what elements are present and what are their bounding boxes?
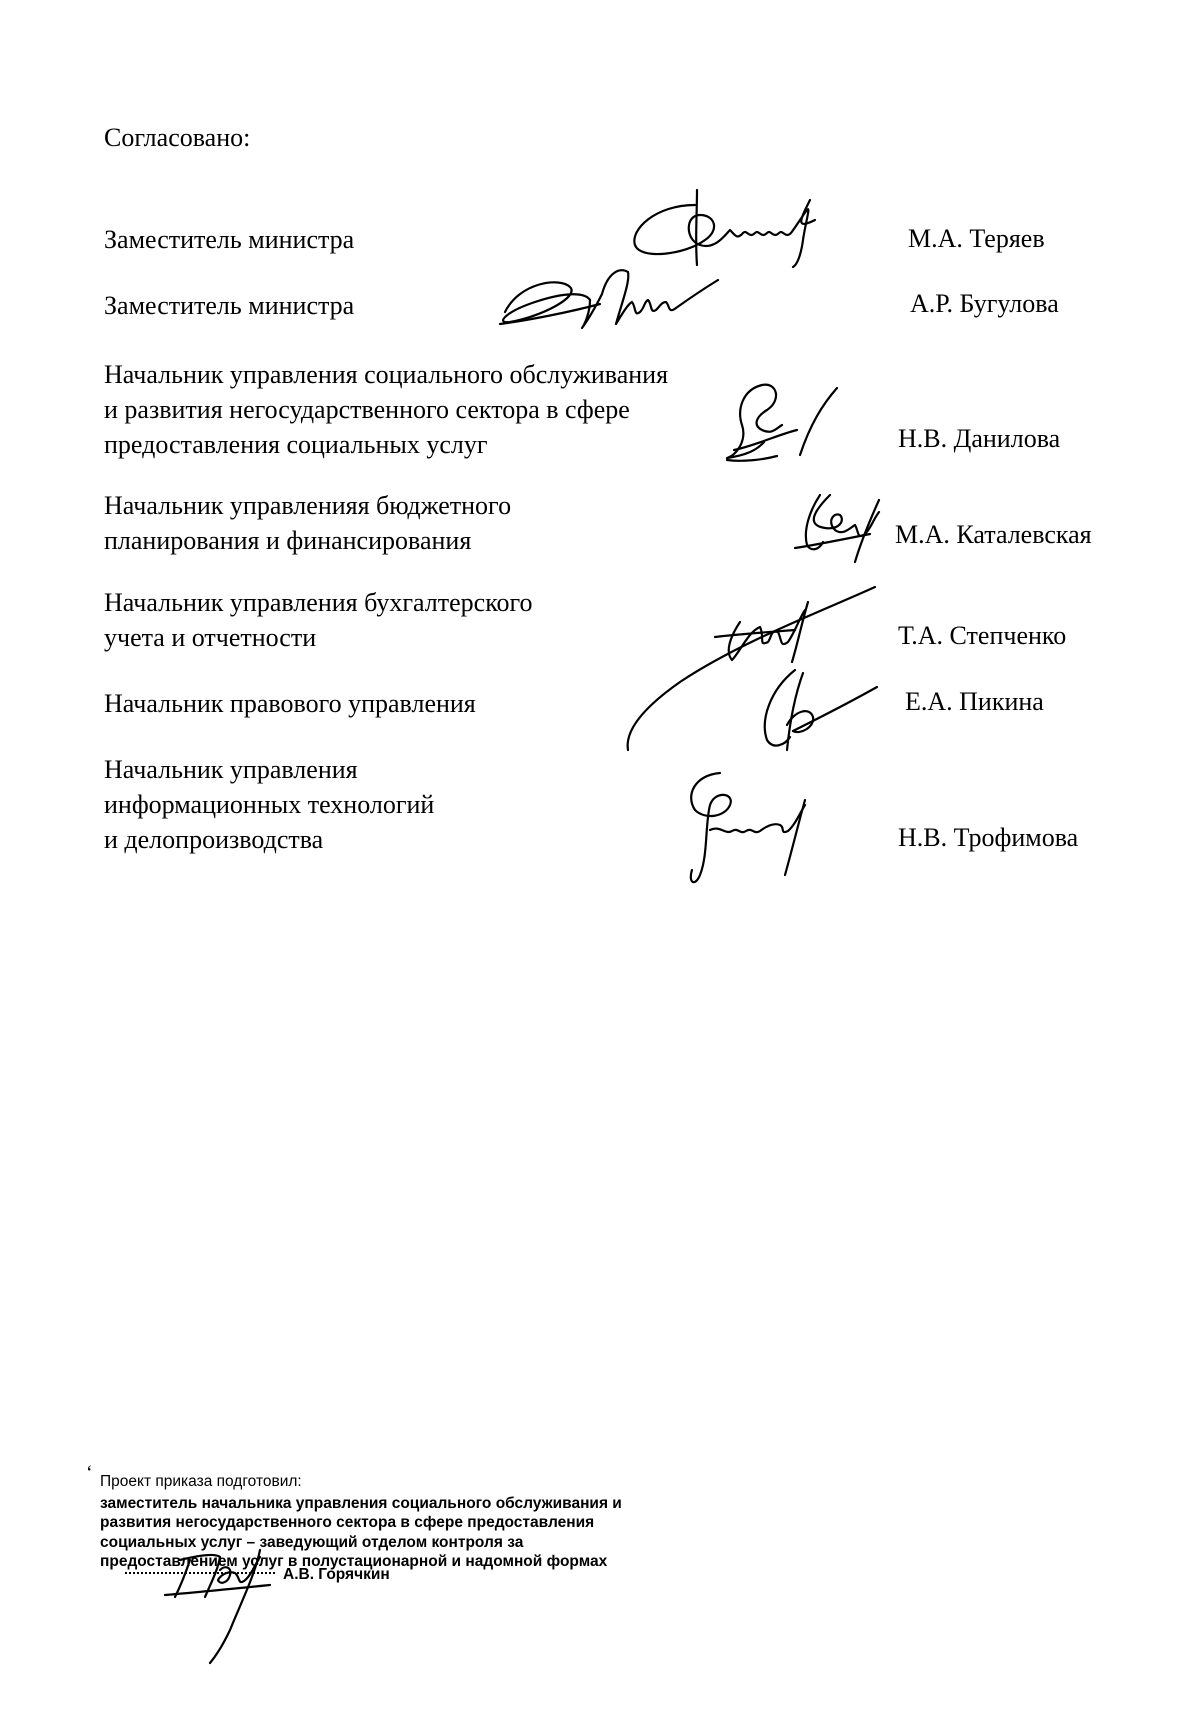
signature-icon: [722, 380, 852, 465]
approval-position-5: Начальник управления бухгалтерского учета и отчетности: [104, 588, 533, 652]
approval-position-3: Начальник управления социального обслуживания и развития негосударственного сектора в сфере предоставления социальных услуг: [104, 360, 669, 459]
approval-heading: Согласовано:: [104, 123, 251, 152]
signature-icon: [490, 262, 730, 342]
signature-icon: [160, 1535, 300, 1665]
approval-position-1: Заместитель министра: [104, 225, 355, 254]
approval-name-4: М.А. Каталевская: [895, 520, 1092, 549]
prepared-by-line-3: социальных услуг – заведующий отделом контроля за: [100, 1533, 524, 1551]
approval-name-6: Е.А. Пикина: [905, 687, 1044, 716]
signature-icon: [755, 665, 885, 755]
approval-name-5: Т.А. Степченко: [898, 621, 1067, 650]
prepared-by-line-2: развития негосударственного сектора в сфере предоставления: [100, 1514, 595, 1532]
footer-tick-mark: ‘: [86, 1462, 93, 1484]
approval-name-7: Н.В. Трофимова: [898, 823, 1079, 852]
prepared-by-line-4: предоставлением услуг в полустационарной и надомной формах: [100, 1553, 608, 1571]
signature-icon: [680, 765, 840, 890]
approval-name-1: М.А. Теряев: [908, 224, 1045, 253]
prepared-by-author: А.В. Горячкин: [283, 1566, 390, 1583]
approval-position-7: Начальник управления информационных технологий и делопроизводства: [104, 755, 435, 854]
prepared-by-line-1: заместитель начальника управления социального обслуживания и: [100, 1494, 622, 1512]
approval-position-6: Начальник правового управления: [104, 689, 476, 718]
approval-name-2: А.Р. Бугулова: [910, 289, 1059, 318]
approval-position-2: Заместитель министра: [104, 291, 355, 320]
prepared-by-title: Проект приказа подготовил:: [100, 1473, 302, 1490]
signature-icon: [785, 490, 895, 565]
approval-position-4: Начальник управленияя бюджетного планирования и финансирования: [104, 491, 512, 555]
approval-name-3: Н.В. Данилова: [898, 424, 1061, 453]
